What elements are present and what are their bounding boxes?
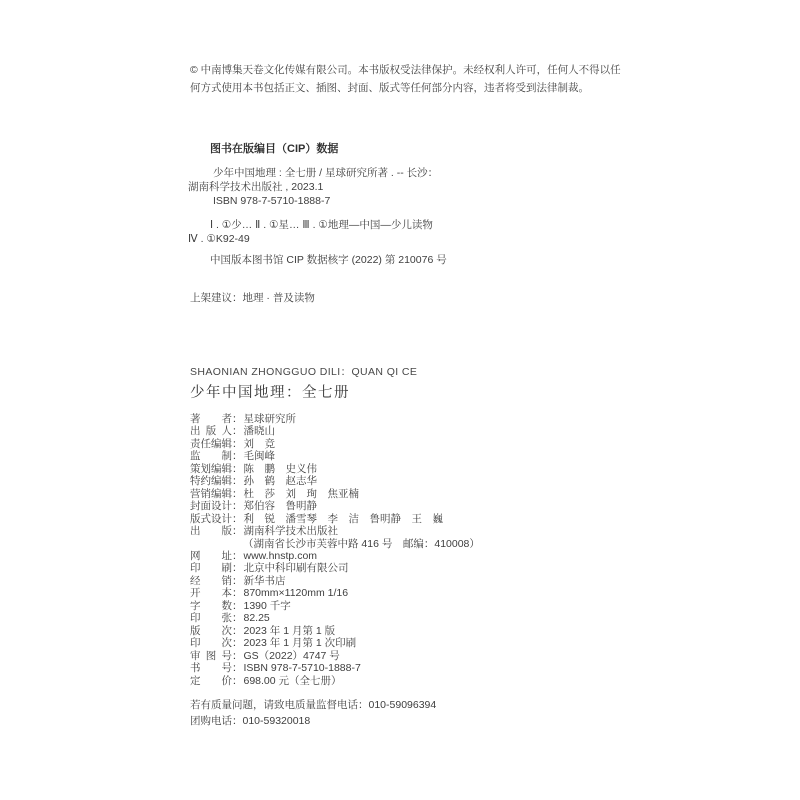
colophon-label: 封面设计 <box>190 500 232 513</box>
colophon-label: 经销 <box>190 574 232 587</box>
colophon-colon: ： <box>232 500 243 513</box>
cip-classification-line2: Ⅳ . ①K92-49 <box>188 233 250 245</box>
colophon-label: 责任编辑 <box>190 437 232 450</box>
cip-publisher-line: 湖南科学技术出版社 , 2023.1 <box>188 181 324 193</box>
colophon-label: 书号 <box>190 662 232 675</box>
colophon-value: 82.25 <box>243 612 270 625</box>
colophon-label: 审图号 <box>190 649 232 662</box>
colophon-colon: ： <box>232 587 243 600</box>
colophon-label: 策划编辑 <box>190 462 232 475</box>
publisher-address: （湖南省长沙市芙蓉中路 416 号 邮编：410008） <box>243 537 480 550</box>
cip-registry-line: 中国版本图书馆 CIP 数据核字 (2022) 第 210076 号 <box>210 254 447 266</box>
colophon-colon: ： <box>232 425 243 438</box>
colophon-value: 潘晓山 <box>243 425 275 438</box>
colophon-value: 星球研究所 <box>243 413 296 425</box>
colophon-row-distributor <box>190 575 480 587</box>
colophon-value: www.hnstp.com <box>243 549 318 562</box>
colophon-row-cover-design <box>190 500 480 512</box>
colophon-label: 著者 <box>190 413 232 425</box>
colophon-row-publisher <box>190 525 480 537</box>
colophon-colon: ： <box>232 637 243 650</box>
colophon-row-website <box>190 550 480 562</box>
colophon-label: 印刷 <box>190 562 232 575</box>
colophon-list <box>190 413 480 687</box>
colophon-value: 孙 鹤 赵志华 <box>243 475 317 488</box>
colophon-value: 毛闽峰 <box>243 450 275 463</box>
colophon-label: 监制 <box>190 450 232 463</box>
cip-title-line: 少年中国地理 : 全七册 / 星球研究所著 . -- 长沙： <box>213 167 439 179</box>
colophon-value: 杜 莎 刘 珣 焦亚楠 <box>243 487 359 500</box>
colophon-colon: ： <box>232 674 243 687</box>
colophon-row-planning-editor <box>190 463 480 475</box>
colophon-row-contributing-editor <box>190 475 480 487</box>
shelf-advice: 上架建议：地理 · 普及读物 <box>190 292 315 304</box>
colophon-label: 网址 <box>190 549 232 562</box>
colophon-row-publisher-person <box>190 425 480 437</box>
colophon-value: 刘 竞 <box>243 437 275 450</box>
colophon-row-supervisor <box>190 450 480 462</box>
colophon-label: 出版人 <box>190 425 232 438</box>
cip-isbn-line: ISBN 978-7-5710-1888-7 <box>213 195 331 207</box>
colophon-colon: ： <box>232 599 243 612</box>
colophon-colon: ： <box>232 487 243 500</box>
colophon-row-printing <box>190 637 480 649</box>
colophon-value: 870mm×1120mm 1/16 <box>243 587 349 600</box>
colophon-label: 字数 <box>190 599 232 612</box>
colophon-row-word-count <box>190 600 480 612</box>
colophon-colon: ： <box>232 437 243 450</box>
colophon-row-edition <box>190 625 480 637</box>
colophon-colon: ： <box>232 649 243 662</box>
colophon-value: 利 锐 潘雪琴 李 洁 鲁明静 王 巍 <box>243 512 443 525</box>
group-purchase-line: 团购电话：010-59320018 <box>190 714 311 727</box>
colophon-colon: ： <box>232 450 243 463</box>
colophon-label: 营销编辑 <box>190 487 232 500</box>
colophon-colon: ： <box>232 574 243 587</box>
colophon-colon: ： <box>232 512 243 525</box>
colophon-row-isbn <box>190 662 480 674</box>
colophon-value: 北京中科印刷有限公司 <box>243 562 349 575</box>
colophon-value: ISBN 978-7-5710-1888-7 <box>243 662 361 675</box>
colophon-colon: ： <box>232 462 243 475</box>
colophon-row-format <box>190 587 480 599</box>
colophon-row-price <box>190 675 480 687</box>
colophon-row-printer <box>190 562 480 574</box>
title-pinyin: SHAONIAN ZHONGGUO DILI：QUAN QI CE <box>190 366 418 378</box>
colophon-value: 新华书店 <box>243 574 286 587</box>
colophon-value: 2023 年 1 月第 1 次印刷 <box>243 637 357 650</box>
colophon-label: 定价 <box>190 674 232 687</box>
colophon-row-map-approval <box>190 650 480 662</box>
colophon-label: 印张 <box>190 612 232 625</box>
colophon-colon: ： <box>232 549 243 562</box>
colophon-colon: ： <box>232 475 243 488</box>
colophon-value: 698.00 元（全七册） <box>243 674 342 687</box>
colophon-row-editor <box>190 438 480 450</box>
colophon-row-author <box>190 413 480 425</box>
colophon-row-layout-design <box>190 513 480 525</box>
cip-block <box>188 142 447 267</box>
colophon-value: 湖南科学技术出版社 <box>243 525 338 538</box>
quality-hotline-line: 若有质量问题，请致电质量监督电话：010-59096394 <box>190 699 437 711</box>
colophon-colon: ： <box>232 612 243 625</box>
quality-hotline-block <box>190 698 436 729</box>
cip-classification-line: Ⅰ . ①少… Ⅱ . ①星… Ⅲ . ①地理—中国—少儿读物 <box>210 219 433 231</box>
cip-header: 图书在版编目（CIP）数据 <box>210 143 339 155</box>
colophon-colon: ： <box>232 413 243 425</box>
colophon-value: GS（2022）4747 号 <box>243 649 340 662</box>
colophon-colon: ： <box>232 562 243 575</box>
colophon-row-marketing-editor <box>190 488 480 500</box>
copyright-notice: © 中南博集天卷文化传媒有限公司。本书版权受法律保护。未经权利人许可，任何人不得以任何方式使用本书包括正文、插图、封面、版式等任何部分内容，违者将受到法律制裁。 <box>190 64 621 94</box>
colophon-value: 1390 千字 <box>243 599 291 612</box>
colophon-label: 出版 <box>190 525 232 538</box>
colophon-label: 版次 <box>190 624 232 637</box>
colophon-label: 版式设计 <box>190 512 232 525</box>
colophon-label: 印次 <box>190 637 232 650</box>
colophon-value: 2023 年 1 月第 1 版 <box>243 624 336 637</box>
colophon-colon: ： <box>232 525 243 538</box>
colophon-label: 开本 <box>190 587 232 600</box>
colophon-colon: ： <box>232 662 243 675</box>
colophon-colon: ： <box>232 624 243 637</box>
title-block <box>190 364 417 402</box>
colophon-value: 陈 鹏 史义伟 <box>243 462 317 475</box>
book-title: 少年中国地理：全七册 <box>190 385 350 401</box>
colophon-label: 特约编辑 <box>190 475 232 488</box>
colophon-row-sheets <box>190 612 480 624</box>
colophon-value: 郑伯容 鲁明静 <box>243 500 317 513</box>
